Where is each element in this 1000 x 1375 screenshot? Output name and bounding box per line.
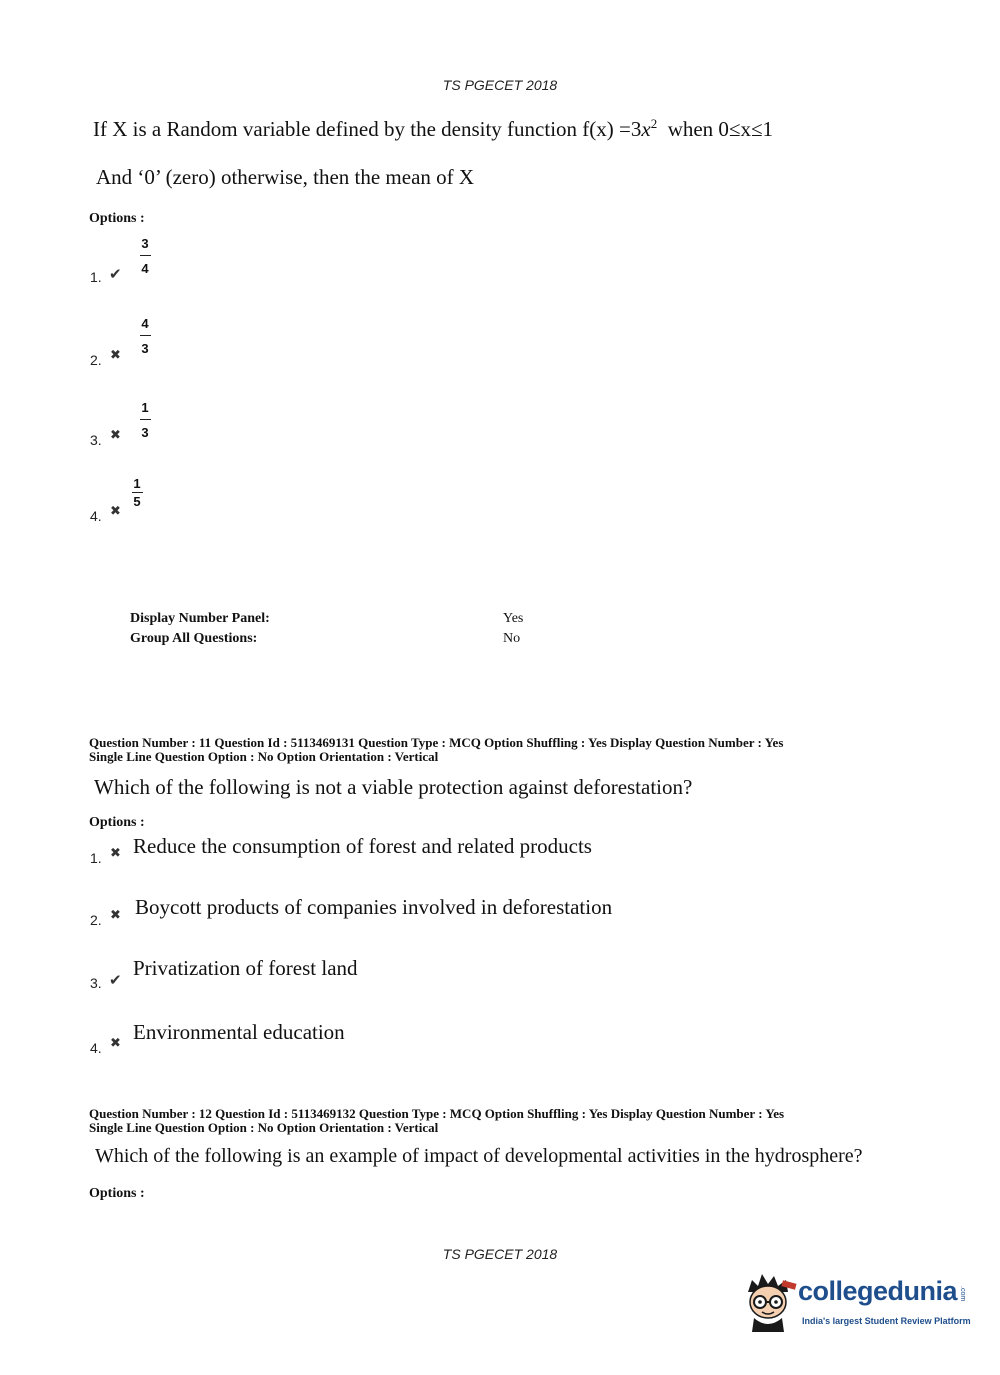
question-12-options-label: Options : [89,1186,145,1201]
question-10-line2: And ‘0’ (zero) otherwise, then the mean of X [96,165,475,189]
numerator: 4 [141,316,149,331]
page-header: TS PGECET 2018 [442,77,558,93]
wrong-cross-icon: ✖ [110,428,121,443]
numerator: 3 [141,236,149,251]
question-10-option-4-number: 4. [90,508,102,524]
question-11-option-3-number: 3. [90,975,102,991]
denominator: 3 [141,341,149,356]
question-10-text-prefix: If X is a Random variable defined by the density function f(x) =3 [93,117,642,141]
numerator: 1 [133,476,141,491]
question-12-text: Which of the following is an example of impact of developmental activities in the hydrosphere? [95,1145,863,1167]
question-10-options-label: Options : [89,211,145,226]
question-10-option-4-fraction[interactable] [130,478,144,508]
question-12-meta-line1: Question Number : 12 Question Id : 5113469132 Question Type : MCQ Option Shuffling : Yes Display Question Number : Yes [89,1106,785,1121]
question-12-meta-line2: Single Line Question Option : No Option Orientation : Vertical [89,1120,439,1135]
question-11-text: Which of the following is not a viable protection against deforestation? [94,775,693,799]
question-10-exponent: 2 [650,116,658,131]
group-all-questions-value: No [503,631,521,646]
question-11-options-label: Options : [89,815,145,830]
brand-tagline: India's largest Student Review Platform [802,1316,971,1326]
question-10-text-suffix: when 0≤x≤1 [667,117,773,141]
question-10-option-1-fraction[interactable] [138,237,152,276]
question-10-option-2-fraction[interactable] [138,317,152,356]
question-10-variable: x [641,117,651,141]
brand-domain: .com [959,1286,966,1302]
question-11-option-3-text[interactable]: Privatization of forest land [133,956,358,980]
wrong-cross-icon: ✖ [110,908,121,923]
correct-check-icon: ✔ [109,265,122,283]
brand-name: collegedunia [798,1276,958,1306]
question-11-option-1-number: 1. [90,850,102,866]
question-11-meta-line1: Question Number : 11 Question Id : 5113469131 Question Type : MCQ Option Shuffling : Yes Display Question Number : Yes [89,735,784,750]
question-11-option-2-text[interactable]: Boycott products of companies involved in deforestation [135,895,613,919]
question-11-meta-line2: Single Line Question Option : No Option Orientation : Vertical [89,749,439,764]
group-all-questions-label: Group All Questions: [130,631,258,646]
question-10-text [93,116,773,142]
mascot-icon [740,1270,800,1338]
display-number-panel-value: Yes [503,611,524,626]
denominator: 4 [141,261,149,276]
denominator: 5 [133,494,141,509]
numerator: 1 [141,400,149,415]
question-10-option-3-fraction[interactable] [138,401,152,440]
denominator: 3 [141,425,149,440]
wrong-cross-icon: ✖ [110,1036,121,1051]
collegedunia-logo[interactable] [740,1270,980,1340]
page-footer: TS PGECET 2018 [442,1246,558,1262]
correct-check-icon: ✔ [109,971,122,989]
wrong-cross-icon: ✖ [110,504,121,519]
wrong-cross-icon: ✖ [110,348,121,363]
question-11-option-4-text[interactable]: Environmental education [133,1020,345,1044]
question-11-option-4-number: 4. [90,1040,102,1056]
question-10-option-1-number: 1. [90,269,102,285]
display-number-panel-label: Display Number Panel: [130,611,270,626]
question-10-option-2-number: 2. [90,352,102,368]
question-11-option-2-number: 2. [90,912,102,928]
question-11-option-1-text[interactable]: Reduce the consumption of forest and related products [133,834,592,858]
question-10-option-3-number: 3. [90,432,102,448]
wrong-cross-icon: ✖ [110,846,121,861]
